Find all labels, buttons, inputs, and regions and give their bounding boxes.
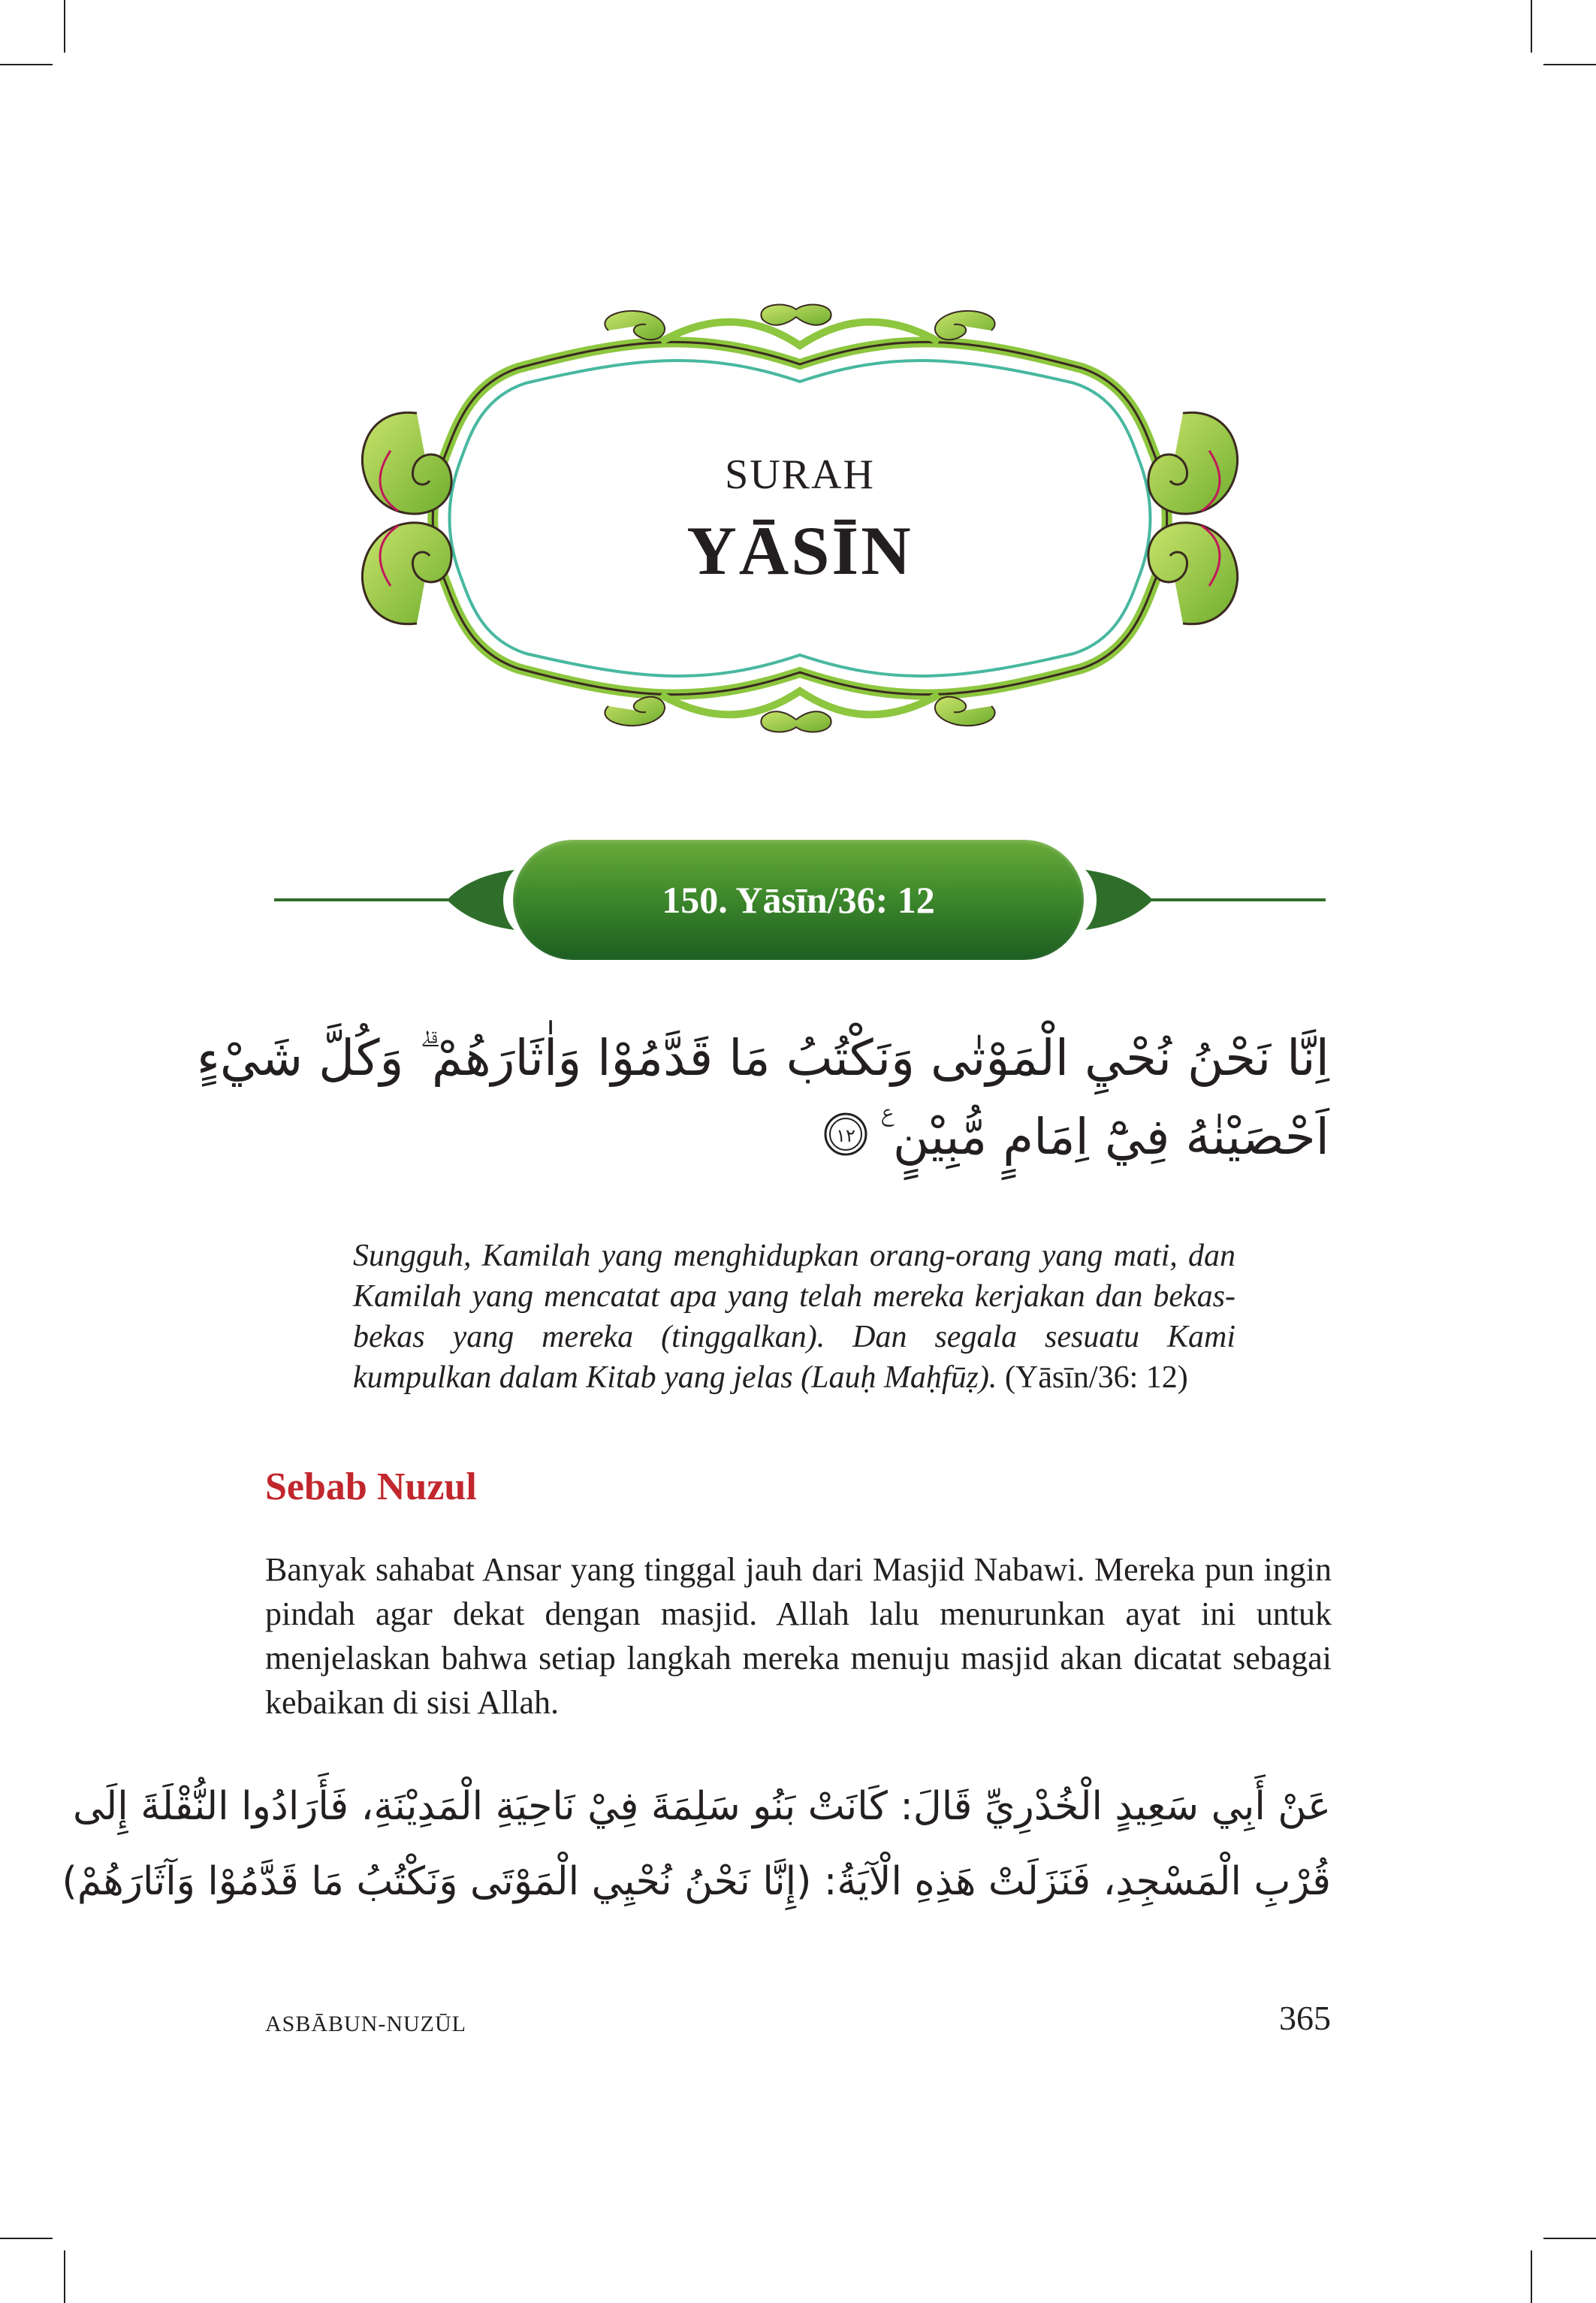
verse-translation xyxy=(353,1236,1235,1398)
arabic-verse-line-1: اِنَّا نَحْنُ نُحْيِ الْمَوْتٰى وَنَكْتُبُ مَا قَدَّمُوْا وَاٰثَارَهُمْ ۗ وَكُلَّ شَيْءٍ xyxy=(196,1029,1329,1087)
crop-mark xyxy=(0,64,53,65)
surah-name: YĀSĪN xyxy=(686,512,913,589)
crop-mark xyxy=(64,2250,65,2303)
translation-text: Sungguh, Kamilah yang menghidupkan orang-orang yang mati, dan Kamilah yang mencatat apa yang telah mereka kerjakan dan bekas-bekas yang mereka (tinggalkan). Dan segala sesuatu Kami kumpulkan dalam Kitab yang jelas (Lauḥ Maḥfūẓ). xyxy=(353,1239,1235,1395)
verse-reference-bar xyxy=(274,840,1326,960)
surah-label: SURAH xyxy=(725,451,875,498)
crop-mark xyxy=(0,2238,53,2239)
crop-mark xyxy=(1543,2238,1596,2239)
surah-title-frame xyxy=(345,300,1254,736)
arabic-verse-line-2 xyxy=(822,1108,1329,1170)
crop-mark xyxy=(64,0,65,53)
ayah-end-icon xyxy=(822,1110,870,1158)
section-body: Banyak sahabat Ansar yang tinggal jauh dari Masjid Nabawi. Mereka pun ingin pindah agar dekat dengan masjid. Allah lalu menurunkan ayat ini untuk menjelaskan bahwa setiap langkah mereka menuju masjid akan dicatat sebagai kebaikan di sisi Allah. xyxy=(265,1551,1332,1721)
page-number: 365 xyxy=(1279,1999,1331,2037)
crop-mark xyxy=(1531,2250,1532,2303)
section-title: Sebab Nuzul xyxy=(265,1465,477,1508)
crop-mark xyxy=(1543,64,1596,65)
crop-mark xyxy=(1531,0,1532,53)
hadith-line-2: قُرْبِ الْمَسْجِدِ، فَنَزَلَتْ هَذِهِ الْآيَةُ: (إِنَّا نَحْنُ نُحْيِي الْمَوْتَى وَنَكْتُبُ مَا قَدَّمُوْا وَآثَارَهُمْ) xyxy=(62,1859,1331,1904)
ayah-number-marker xyxy=(822,1110,870,1170)
hadith-line-1: عَنْ أَبِي سَعِيدٍ الْخُدْرِيِّ قَالَ: كَانَتْ بَنُو سَلِمَةَ فِيْ نَاحِيَةِ الْمَدِيْنَةِ، فَأَرَادُوا النُّقْلَةَ إِلَى xyxy=(73,1784,1331,1829)
arabic-verse-line-2-text: اَحْصَيْنٰهُ فِيْٓ اِمَامٍ مُّبِيْنٍ ࣖ xyxy=(880,1108,1329,1166)
footer-book-title: ASBĀBUN-NUZŪL xyxy=(265,2012,466,2036)
ayah-number: ١٢ xyxy=(836,1124,856,1146)
verse-reference: 150. Yāsīn/36: 12 xyxy=(662,879,935,921)
translation-reference: (Yāsīn/36: 12) xyxy=(1004,1360,1188,1395)
